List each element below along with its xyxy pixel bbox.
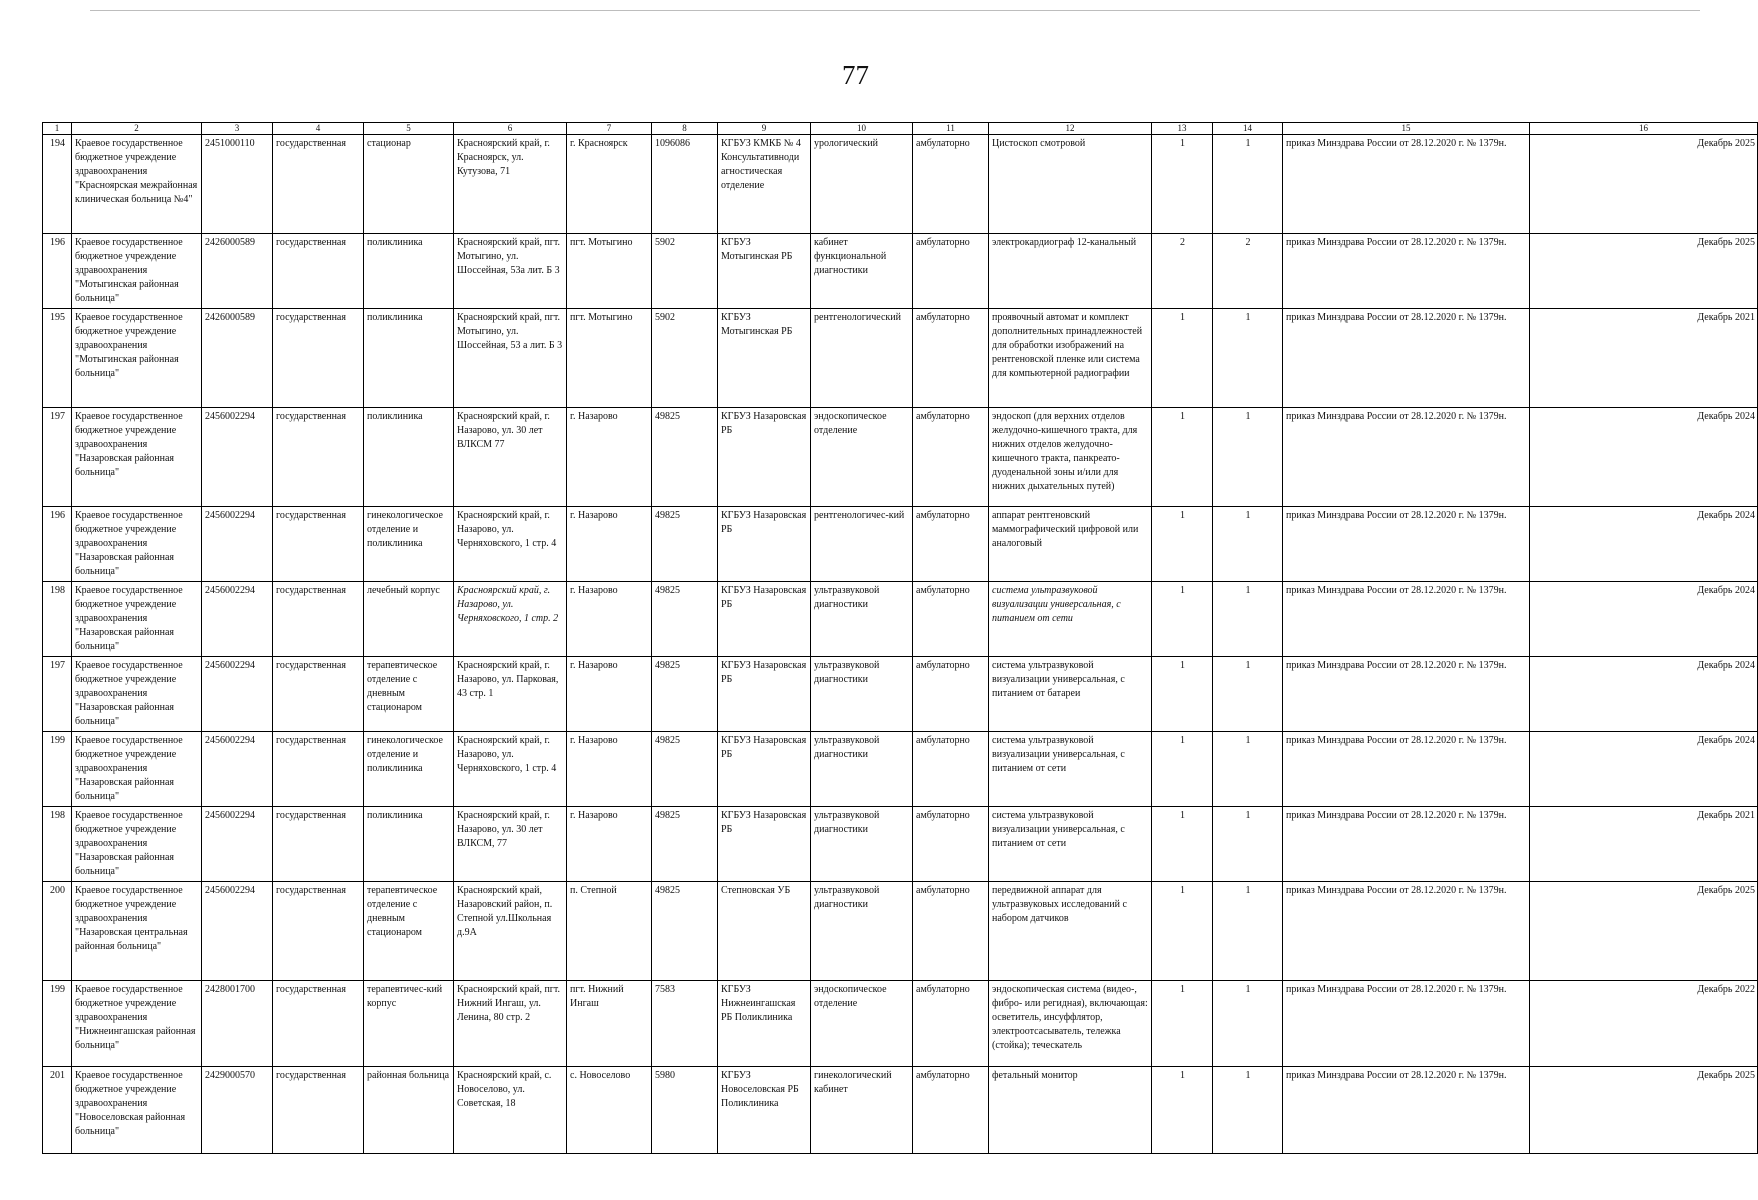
table-cell: 5980	[652, 1067, 718, 1154]
table-cell: 2456002294	[202, 408, 273, 507]
table-cell: КГБУЗ Назаровская РБ	[718, 732, 811, 807]
table-row	[43, 507, 1758, 582]
column-header: 13	[1152, 123, 1213, 135]
table-row	[43, 882, 1758, 981]
table-cell: государственная	[273, 807, 364, 882]
table-cell: терапевтичес-кий корпус	[364, 981, 454, 1067]
table-cell: КГБУЗ Назаровская РБ	[718, 582, 811, 657]
column-header: 1	[43, 123, 72, 135]
table-cell: 2426000589	[202, 309, 273, 408]
table-cell: КГБУЗ Мотыгинская РБ	[718, 234, 811, 309]
column-header: 2	[72, 123, 202, 135]
table-cell: 2456002294	[202, 657, 273, 732]
table-cell: Декабрь 2022	[1530, 981, 1758, 1067]
table-row	[43, 309, 1758, 408]
table-cell: 1	[1152, 507, 1213, 582]
table-cell: государственная	[273, 882, 364, 981]
table-cell: амбулаторно	[913, 882, 989, 981]
table-cell: стационар	[364, 135, 454, 234]
table-cell: гинекологическое отделение и поликлиника	[364, 507, 454, 582]
table-cell: Красноярский край, г. Назарово, ул. Черняховского, 1 стр. 2	[454, 582, 567, 657]
table-cell: Краевое государственное бюджетное учреждение здравоохранения "Мотыгинская районная больница"	[72, 234, 202, 309]
column-header: 3	[202, 123, 273, 135]
table-cell: система ультразвуковой визуализации универсальная, с питанием от сети	[989, 732, 1152, 807]
table-cell: Краевое государственное бюджетное учреждение здравоохранения "Новоселовская районная больница"	[72, 1067, 202, 1154]
table-cell: приказ Минздрава России от 28.12.2020 г. № 1379н.	[1283, 135, 1530, 234]
table-cell: 5902	[652, 309, 718, 408]
table-cell: государственная	[273, 234, 364, 309]
table-cell: 194	[43, 135, 72, 234]
page-number: 77	[842, 60, 869, 90]
table-cell: государственная	[273, 309, 364, 408]
table-cell: 2456002294	[202, 582, 273, 657]
table-cell: КГБУЗ Назаровская РБ	[718, 807, 811, 882]
table-cell: Краевое государственное бюджетное учреждение здравоохранения "Назаровская районная больница"	[72, 807, 202, 882]
table-cell: амбулаторно	[913, 135, 989, 234]
column-header: 7	[567, 123, 652, 135]
table-cell: приказ Минздрава России от 28.12.2020 г. № 1379н.	[1283, 981, 1530, 1067]
table-cell: районная больница	[364, 1067, 454, 1154]
table-cell: государственная	[273, 135, 364, 234]
table-cell: 5902	[652, 234, 718, 309]
table-cell: 2451000110	[202, 135, 273, 234]
table-cell: Красноярский край, г. Назарово, ул. 30 лет ВЛКСМ 77	[454, 408, 567, 507]
table-cell: 2428001700	[202, 981, 273, 1067]
table-cell: система ультразвуковой визуализации универсальная, с питанием от батареи	[989, 657, 1152, 732]
table-cell: 1	[1213, 882, 1283, 981]
column-header: 12	[989, 123, 1152, 135]
table-cell: Краевое государственное бюджетное учреждение здравоохранения "Назаровская районная больница"	[72, 408, 202, 507]
table-cell: пгт. Мотыгино	[567, 309, 652, 408]
table-row	[43, 135, 1758, 234]
column-header: 14	[1213, 123, 1283, 135]
table-cell: гинекологическое отделение и поликлиника	[364, 732, 454, 807]
column-header: 6	[454, 123, 567, 135]
table-cell: эндоскопическая система (видео-, фибро- или регидная), включающая: осветитель, инсуффлятор, электроотсасыватель, тележка (стойка); теческатель	[989, 981, 1152, 1067]
table-cell: Красноярский край, с. Новоселово, ул. Советская, 18	[454, 1067, 567, 1154]
top-rule	[90, 10, 1700, 11]
table-cell: 1	[1213, 1067, 1283, 1154]
table-cell: 1	[1213, 507, 1283, 582]
table-cell: 2426000589	[202, 234, 273, 309]
table-cell: терапевтическое отделение с дневным стационаром	[364, 657, 454, 732]
table-row	[43, 807, 1758, 882]
table-cell: Красноярский край, г. Красноярск, ул. Кутузова, 71	[454, 135, 567, 234]
table-cell: ультразвуковой диагностики	[811, 582, 913, 657]
table-cell: передвижной аппарат для ультразвуковых исследований с набором датчиков	[989, 882, 1152, 981]
table-cell: 1	[1213, 309, 1283, 408]
table-cell: государственная	[273, 582, 364, 657]
table-cell: электрокардиограф 12-канальный	[989, 234, 1152, 309]
table-cell: эндоскоп (для верхних отделов желудочно-кишечного тракта, для нижних отделов желудочно-кишечного тракта, панкреато-дуоденальной зоны и/или для нижних дыхательных путей)	[989, 408, 1152, 507]
table-cell: 49825	[652, 657, 718, 732]
table-cell: КГБУЗ Назаровская РБ	[718, 408, 811, 507]
equipment-table	[42, 122, 1758, 1154]
table-cell: ультразвуковой диагностики	[811, 882, 913, 981]
table-cell: с. Новоселово	[567, 1067, 652, 1154]
table-cell: амбулаторно	[913, 309, 989, 408]
table-cell: эндоскопическое отделение	[811, 408, 913, 507]
table-cell: государственная	[273, 507, 364, 582]
table-row	[43, 657, 1758, 732]
table-cell: 1	[1152, 408, 1213, 507]
table-cell: 1	[1152, 582, 1213, 657]
table-cell: приказ Минздрава России от 28.12.2020 г. № 1379н.	[1283, 1067, 1530, 1154]
column-header: 5	[364, 123, 454, 135]
table-cell: 2456002294	[202, 507, 273, 582]
table-cell: приказ Минздрава России от 28.12.2020 г. № 1379н.	[1283, 732, 1530, 807]
table-cell: КГБУЗ Назаровская РБ	[718, 507, 811, 582]
table-cell: 2429000570	[202, 1067, 273, 1154]
table-row	[43, 981, 1758, 1067]
table-cell: амбулаторно	[913, 408, 989, 507]
table-cell: Краевое государственное бюджетное учреждение здравоохранения "Назаровская районная больница"	[72, 732, 202, 807]
table-cell: 7583	[652, 981, 718, 1067]
table-cell: 2	[1213, 234, 1283, 309]
table-cell: ультразвуковой диагностики	[811, 732, 913, 807]
table-cell: 1	[1213, 657, 1283, 732]
table-cell: Краевое государственное бюджетное учреждение здравоохранения "Назаровская районная больница"	[72, 507, 202, 582]
table-cell: амбулаторно	[913, 657, 989, 732]
column-header: 11	[913, 123, 989, 135]
table-cell: 1	[1213, 582, 1283, 657]
table-cell: пгт. Нижний Ингаш	[567, 981, 652, 1067]
table-cell: гинекологический кабинет	[811, 1067, 913, 1154]
table-cell: лечебный корпус	[364, 582, 454, 657]
table-cell: приказ Минздрава России от 28.12.2020 г. № 1379н.	[1283, 807, 1530, 882]
table-cell: амбулаторно	[913, 582, 989, 657]
table-cell: 1096086	[652, 135, 718, 234]
table-cell: 199	[43, 732, 72, 807]
table-cell: пгт. Мотыгино	[567, 234, 652, 309]
table-cell: амбулаторно	[913, 981, 989, 1067]
table-cell: Краевое государственное бюджетное учреждение здравоохранения "Красноярская межрайонная клиническая больница №4"	[72, 135, 202, 234]
column-header: 16	[1530, 123, 1758, 135]
column-header: 10	[811, 123, 913, 135]
table-cell: Красноярский край, Назаровский район, п. Степной ул.Школьная д.9А	[454, 882, 567, 981]
table-cell: 2456002294	[202, 732, 273, 807]
table-cell: 1	[1152, 882, 1213, 981]
table-cell: 1	[1152, 981, 1213, 1067]
table-row	[43, 1067, 1758, 1154]
table-body	[43, 135, 1758, 1154]
table-cell: амбулаторно	[913, 234, 989, 309]
table-cell: терапевтическое отделение с дневным стационаром	[364, 882, 454, 981]
table-cell: Краевое государственное бюджетное учреждение здравоохранения "Назаровская районная больница"	[72, 582, 202, 657]
table-cell: 49825	[652, 408, 718, 507]
table-cell: амбулаторно	[913, 807, 989, 882]
table-cell: система ультразвуковой визуализации универсальная, с питанием от сети	[989, 582, 1152, 657]
table-cell: Декабрь 2024	[1530, 408, 1758, 507]
table-cell: 195	[43, 309, 72, 408]
table-cell: государственная	[273, 657, 364, 732]
column-header: 8	[652, 123, 718, 135]
table-row	[43, 234, 1758, 309]
table-cell: государственная	[273, 408, 364, 507]
table-cell: г. Назарово	[567, 657, 652, 732]
table-cell: 2456002294	[202, 807, 273, 882]
header-row	[43, 123, 1758, 135]
table-cell: рентгенологичес-кий	[811, 507, 913, 582]
table-cell: приказ Минздрава России от 28.12.2020 г. № 1379н.	[1283, 882, 1530, 981]
table-cell: 201	[43, 1067, 72, 1154]
table-cell: 49825	[652, 582, 718, 657]
table-cell: 198	[43, 582, 72, 657]
table-cell: 1	[1213, 807, 1283, 882]
table-cell: 2456002294	[202, 882, 273, 981]
table-cell: амбулаторно	[913, 732, 989, 807]
table-cell: г. Красноярск	[567, 135, 652, 234]
table-cell: 197	[43, 657, 72, 732]
table-cell: КГБУЗ Нижнеингашская РБ Поликлиника	[718, 981, 811, 1067]
table-cell: 1	[1152, 657, 1213, 732]
table-cell: 1	[1152, 309, 1213, 408]
column-header: 15	[1283, 123, 1530, 135]
table-cell: Декабрь 2025	[1530, 1067, 1758, 1154]
table-cell: г. Назарово	[567, 732, 652, 807]
table-cell: Краевое государственное бюджетное учреждение здравоохранения "Нижнеингашская районная больница"	[72, 981, 202, 1067]
table-cell: 198	[43, 807, 72, 882]
table-cell: КГБУЗ Новоселовская РБ Поликлиника	[718, 1067, 811, 1154]
table-cell: 1	[1152, 135, 1213, 234]
table-cell: 49825	[652, 507, 718, 582]
column-header: 4	[273, 123, 364, 135]
table-cell: приказ Минздрава России от 28.12.2020 г. № 1379н.	[1283, 657, 1530, 732]
table-cell: 199	[43, 981, 72, 1067]
table-cell: амбулаторно	[913, 507, 989, 582]
table-cell: 1	[1213, 732, 1283, 807]
table-cell: 1	[1213, 135, 1283, 234]
table-cell: г. Назарово	[567, 582, 652, 657]
table-cell: Красноярский край, г. Назарово, ул. 30 лет ВЛКСМ, 77	[454, 807, 567, 882]
table-cell: урологический	[811, 135, 913, 234]
table-cell: Красноярский край, г. Назарово, ул. Черняховского, 1 стр. 4	[454, 732, 567, 807]
table-cell: Декабрь 2021	[1530, 807, 1758, 882]
table-cell: КГБУЗ Назаровская РБ	[718, 657, 811, 732]
table-cell: 200	[43, 882, 72, 981]
table-cell: рентгенологический	[811, 309, 913, 408]
table-cell: 1	[1152, 807, 1213, 882]
table-cell: амбулаторно	[913, 1067, 989, 1154]
table-cell: Декабрь 2025	[1530, 135, 1758, 234]
table-cell: г. Назарово	[567, 807, 652, 882]
table-cell: 1	[1152, 1067, 1213, 1154]
table-cell: Декабрь 2024	[1530, 507, 1758, 582]
table-cell: поликлиника	[364, 807, 454, 882]
table-cell: государственная	[273, 732, 364, 807]
table-row	[43, 582, 1758, 657]
table-cell: государственная	[273, 981, 364, 1067]
table-cell: приказ Минздрава России от 28.12.2020 г. № 1379н.	[1283, 408, 1530, 507]
table-cell: Степновская УБ	[718, 882, 811, 981]
table-cell: Декабрь 2024	[1530, 657, 1758, 732]
table-cell: поликлиника	[364, 408, 454, 507]
table-cell: Декабрь 2024	[1530, 582, 1758, 657]
table-cell: 1	[1213, 408, 1283, 507]
table-cell: г. Назарово	[567, 408, 652, 507]
table-cell: 49825	[652, 882, 718, 981]
table-cell: Красноярский край, г. Назарово, ул. Черняховского, 1 стр. 4	[454, 507, 567, 582]
table-cell: КГБУЗ Мотыгинская РБ	[718, 309, 811, 408]
table-cell: фетальный монитор	[989, 1067, 1152, 1154]
table-cell: Декабрь 2025	[1530, 234, 1758, 309]
table-cell: ультразвуковой диагностики	[811, 807, 913, 882]
table-cell: приказ Минздрава России от 28.12.2020 г. № 1379н.	[1283, 234, 1530, 309]
table-cell: система ультразвуковой визуализации универсальная, с питанием от сети	[989, 807, 1152, 882]
table-cell: кабинет функциональной диагностики	[811, 234, 913, 309]
table-cell: 1	[1152, 732, 1213, 807]
table-cell: п. Степной	[567, 882, 652, 981]
table-cell: Краевое государственное бюджетное учреждение здравоохранения "Мотыгинская районная больница"	[72, 309, 202, 408]
table-cell: аппарат рентгеновский маммографический цифровой или аналоговый	[989, 507, 1152, 582]
table-cell: Декабрь 2025	[1530, 882, 1758, 981]
table-cell: Красноярский край, пгт. Мотыгино, ул. Шоссейная, 53а лит. Б 3	[454, 234, 567, 309]
table-cell: 196	[43, 234, 72, 309]
table-cell: приказ Минздрава России от 28.12.2020 г. № 1379н.	[1283, 582, 1530, 657]
table-cell: 196	[43, 507, 72, 582]
table-row	[43, 408, 1758, 507]
table-cell: проявочный автомат и комплект дополнительных принадлежностей для обработки изображений на рентгеновской пленке или система для компьютерной радиографии	[989, 309, 1152, 408]
table-cell: Краевое государственное бюджетное учреждение здравоохранения "Назаровская районная больница"	[72, 657, 202, 732]
table-cell: 197	[43, 408, 72, 507]
table-cell: КГБУЗ КМКБ № 4 Консультативноди агностическая отделение	[718, 135, 811, 234]
table-cell: поликлиника	[364, 234, 454, 309]
table-cell: 49825	[652, 732, 718, 807]
table-cell: 2	[1152, 234, 1213, 309]
table-cell: 1	[1213, 981, 1283, 1067]
table-cell: эндоскопическое отделение	[811, 981, 913, 1067]
table-cell: приказ Минздрава России от 28.12.2020 г. № 1379н.	[1283, 507, 1530, 582]
table-cell: Краевое государственное бюджетное учреждение здравоохранения "Назаровская центральная районная больница"	[72, 882, 202, 981]
table-cell: Цистоскоп смотровой	[989, 135, 1152, 234]
table-cell: приказ Минздрава России от 28.12.2020 г. № 1379н.	[1283, 309, 1530, 408]
table-cell: Красноярский край, пгт. Нижний Ингаш, ул. Ленина, 80 стр. 2	[454, 981, 567, 1067]
table-cell: ультразвуковой диагностики	[811, 657, 913, 732]
table-cell: Декабрь 2024	[1530, 732, 1758, 807]
table-cell: поликлиника	[364, 309, 454, 408]
table-cell: государственная	[273, 1067, 364, 1154]
table-cell: Красноярский край, пгт. Мотыгино, ул. Шоссейная, 53 а лит. Б 3	[454, 309, 567, 408]
table-cell: г. Назарово	[567, 507, 652, 582]
table-cell: Декабрь 2021	[1530, 309, 1758, 408]
column-header: 9	[718, 123, 811, 135]
table-row	[43, 732, 1758, 807]
table-cell: Красноярский край, г. Назарово, ул. Парковая, 43 стр. 1	[454, 657, 567, 732]
table-cell: 49825	[652, 807, 718, 882]
